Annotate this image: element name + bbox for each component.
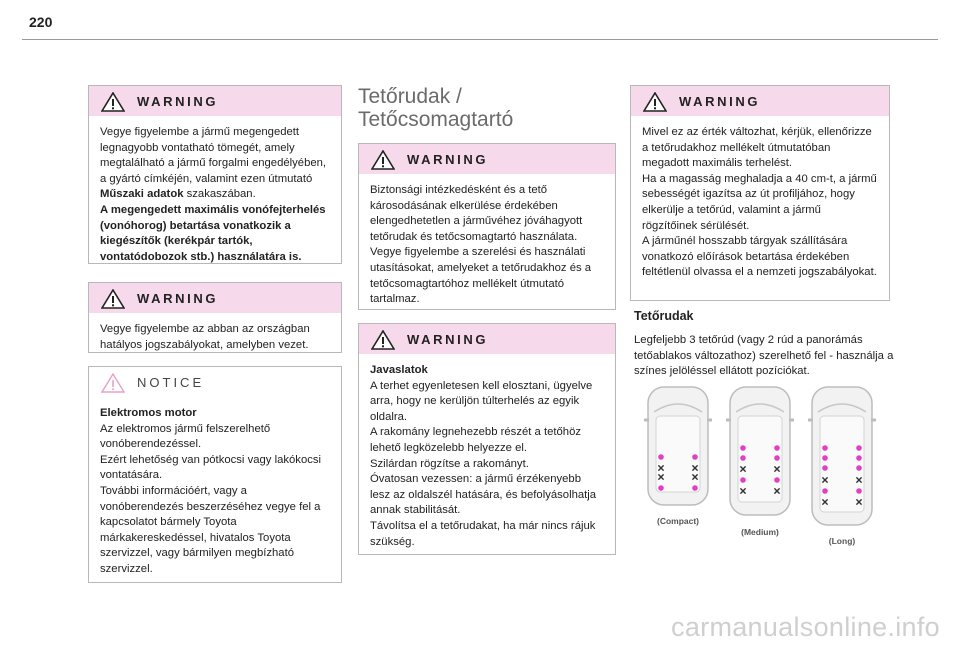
warning-title: WARNING <box>137 291 219 306</box>
warning-bold-text: Javaslatok <box>370 364 428 376</box>
roof-bar-positions-diagram <box>636 382 886 552</box>
warning-title: WARNING <box>679 94 761 109</box>
notice-header <box>89 367 341 397</box>
notice-box-electric-motor <box>88 366 342 583</box>
warning-bold-text: A megengedett maximális vonófejterhelés (vonóhorog) betartása vonatkozik a kiegészítők (kerékpár tartók, vontatódobozok stb.) használatára is. <box>100 203 326 263</box>
warning-triangle-icon <box>101 92 125 112</box>
roof-bars-subtitle: Tetőrudak <box>634 309 694 323</box>
warning-text: Vegye figyelembe az abban az országban hatályos jogszabályokat, amelyben vezet. <box>100 323 310 351</box>
warning-box-roof-bars <box>358 143 616 310</box>
notice-bold-text: Elektromos motor <box>100 407 197 419</box>
warning-box-max-load <box>630 85 890 301</box>
label-compact: (Compact) <box>656 516 700 526</box>
van-medium-icon <box>726 387 794 537</box>
warning-box-towing-mass <box>88 85 342 264</box>
warning-triangle-icon <box>371 150 395 170</box>
warning-triangle-icon <box>101 289 125 309</box>
top-divider <box>22 39 938 40</box>
warning-text: A terhet egyenletesen kell elosztani, ügyelve arra, hogy ne kerüljön túlterhelés az egyik oldalra. A rakomány legnehezebb részét a tetőhöz lehető legközelebb helyezze el. Szilárdan rögzítse a rakományt. Óvatosan vezessen: a jármű érzékenyebb lesz az oldalszél hatására, és befolyásolhatja annak stabilitását. Távolítsa el a tetőrudakat, ha már nincs rájuk szükség. <box>370 379 597 548</box>
warning-header <box>631 86 889 116</box>
warning-box-local-law <box>88 282 342 353</box>
roof-bars-paragraph: Legfeljebb 3 tetőrúd (vagy 2 rúd a panorámás tetőablakos változathoz) szerelhető fel - használja a színes jelöléssel ellátott pozíciókat. <box>634 334 894 378</box>
page-number: 220 <box>29 14 53 30</box>
van-compact-icon <box>644 387 712 526</box>
warning-title: WARNING <box>407 332 489 347</box>
warning-text: Mivel ez az érték változhat, kérjük, ellenőrizze a tetőrudakhoz mellékelt útmutatóban megadott maximális terhelést. Ha a magasság meghaladja a 40 cm-t, a jármű sebességét igazítsa az út profiljához, hogy elkerülje a tetőrúd, valamint a jármű rögzítőinek sérülését. A járműnél hosszabb tárgyak szállítására vonatkozó előírások betartása érdekében feltétlenül olvassa el a nemzeti jogszabályokat. <box>642 126 877 279</box>
notice-triangle-icon <box>101 373 125 393</box>
van-long-icon <box>808 387 876 546</box>
warning-text: Biztonsági intézkedésként és a tető károsodásának elkerülése érdekében elengedhetetlen a járművéhez jóváhagyott tetőrudak és tetőcsomagtartó használata. Vegye figyelembe a szerelési és használati utasításokat, amelyeket a tetőrudakhoz és a tetőcsomagtartóhoz mellékelt útmutató tartalmaz. <box>370 184 592 306</box>
warning-header <box>359 144 615 174</box>
notice-text: Az elektromos jármű felszerelhető vonóberendezéssel. Ezért lehetőség van pótkocsi vagy lakókocsi vontatására. További információért, vagy a vonóberendezés beszerzéséhez vegye fel a kapcsolatot bármely Toyota márkakereskedéssel, hivatalos Toyota szervizzel, vagy bármilyen megbízható szervizzel. <box>100 422 322 575</box>
warning-text: Vegye figyelembe a jármű megengedett legnagyobb vontatható tömegét, amely megtalálható a jármű forgalmi engedélyében, a gyártó címkéjén, valamint ezen útmutató Műszaki adatok szakaszában. <box>100 126 327 201</box>
warning-header <box>89 86 341 116</box>
label-medium: (Medium) <box>741 527 779 537</box>
label-long: (Long) <box>828 536 856 546</box>
warning-title: WARNING <box>407 152 489 167</box>
watermark: carmanualsonline.info <box>671 612 940 642</box>
warning-triangle-icon <box>371 330 395 350</box>
warning-header <box>359 324 615 354</box>
section-title: Tetőrudak / Tetőcsomagtartó <box>358 85 514 131</box>
warning-header <box>89 283 341 313</box>
warning-title: WARNING <box>137 94 219 109</box>
warning-triangle-icon <box>643 92 667 112</box>
notice-title: NOTICE <box>137 375 205 390</box>
warning-box-recommendations <box>358 323 616 555</box>
